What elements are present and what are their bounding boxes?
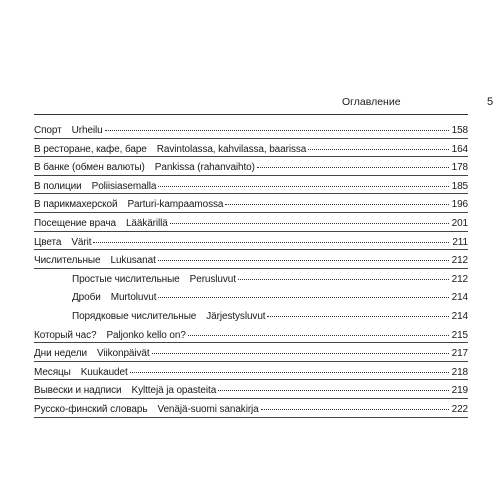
entry-page-number: 201	[451, 217, 468, 229]
entry-page-number: 218	[451, 366, 468, 378]
entry-page-number: 214	[451, 310, 468, 322]
toc-entry-line	[34, 330, 468, 341]
dot-leader	[257, 167, 449, 168]
entry-title-finnish: Urheilu	[71, 125, 103, 136]
entry-title-finnish: Värit	[71, 236, 92, 248]
page-number: 5	[487, 96, 494, 108]
entry-page-number: 217	[451, 348, 468, 360]
entry-title-russian: Месяцы	[34, 366, 71, 378]
entry-title-finnish: Paljonko kello on?	[106, 329, 186, 341]
entry-title-russian: В полиции	[34, 180, 82, 192]
entry-page-number: 219	[451, 385, 468, 397]
dot-leader	[158, 186, 448, 187]
entry-page-number: 222	[451, 403, 468, 415]
entry-title-russian: Посещение врача	[34, 217, 116, 229]
toc-subentry[interactable]	[34, 287, 468, 306]
table-of-contents	[34, 120, 468, 418]
toc-entry-line	[34, 199, 468, 210]
toc-entry-line	[34, 348, 468, 359]
dot-leader	[152, 353, 449, 354]
dot-leader	[188, 335, 449, 336]
entry-title-finnish: Poliisiasemalla	[91, 180, 157, 192]
entry-title-russian: Простые числительные	[72, 273, 180, 285]
dot-leader	[261, 409, 449, 410]
toc-entry[interactable]	[34, 399, 468, 418]
entry-page-number: 164	[451, 143, 468, 155]
entry-page-number: 158	[451, 125, 468, 136]
toc-entry-line	[34, 404, 468, 415]
entry-title-finnish: Parturi-kampaamossa	[127, 199, 224, 211]
entry-title-russian: Дроби	[72, 292, 101, 304]
toc-entry[interactable]	[34, 250, 468, 269]
dot-leader	[218, 390, 448, 391]
entry-title-russian: В ресторане, кафе, баре	[34, 143, 147, 155]
toc-entry[interactable]	[34, 194, 468, 213]
section-title: Оглавление	[342, 96, 401, 108]
entry-title-finnish: Viikonpäivät	[97, 348, 150, 360]
toc-entry[interactable]	[34, 325, 468, 344]
toc-entry-line	[72, 311, 468, 322]
toc-subentry[interactable]	[34, 306, 468, 325]
entry-title-finnish: Perusluvut	[189, 273, 236, 285]
entry-page-number: 212	[451, 255, 468, 267]
toc-entry-line	[34, 385, 468, 396]
toc-entry[interactable]	[34, 157, 468, 176]
entry-title-finnish: Murtoluvut	[110, 292, 157, 304]
entry-title-russian: Который час?	[34, 329, 97, 341]
entry-page-number: 211	[452, 236, 468, 248]
entry-page-number: 185	[451, 180, 468, 192]
toc-entry[interactable]	[34, 120, 468, 139]
entry-title-finnish: Venäjä-suomi sanakirja	[157, 403, 259, 415]
toc-entry[interactable]	[34, 176, 468, 195]
header-rule	[34, 114, 468, 115]
entry-title-russian: Порядковые числительные	[72, 310, 197, 322]
toc-entry-line	[34, 367, 468, 378]
entry-page-number: 212	[451, 273, 468, 285]
dot-leader	[170, 223, 449, 224]
toc-entry[interactable]	[34, 362, 468, 381]
page-header	[0, 96, 500, 112]
dot-leader	[238, 279, 449, 280]
entry-title-finnish: Kuukaudet	[80, 366, 128, 378]
entry-page-number: 178	[451, 162, 468, 174]
toc-entry-line	[34, 181, 468, 192]
entry-title-russian: Русско-финский словарь	[34, 403, 148, 415]
entry-title-russian: В парикмахерской	[34, 199, 118, 211]
entry-title-russian: Дни недели	[34, 348, 88, 360]
toc-entry[interactable]	[34, 232, 468, 251]
toc-subentry[interactable]	[34, 269, 468, 288]
toc-entry[interactable]	[34, 380, 468, 399]
toc-entry[interactable]	[34, 139, 468, 158]
entry-title-russian: Числительные	[34, 255, 101, 267]
dot-leader	[308, 149, 448, 150]
dot-leader	[267, 316, 448, 317]
entry-title-finnish: Ravintolassa, kahvilassa, baarissa	[156, 143, 307, 155]
toc-entry-line	[72, 274, 468, 285]
entry-page-number: 215	[451, 329, 468, 341]
dot-leader	[130, 372, 449, 373]
entry-title-finnish: Pankissa (rahanvaihto)	[154, 162, 255, 174]
toc-entry-line	[34, 144, 468, 155]
toc-entry-line	[34, 162, 468, 173]
entry-title-russian: В банке (обмен валюты)	[34, 162, 145, 174]
toc-entry[interactable]	[34, 213, 468, 232]
dot-leader	[93, 242, 449, 243]
dot-leader	[158, 260, 449, 261]
toc-entry-line	[34, 255, 468, 266]
entry-title-russian: Спорт	[34, 125, 62, 136]
entry-page-number: 214	[451, 292, 468, 304]
entry-title-finnish: Lääkärillä	[125, 217, 168, 229]
entry-title-russian: Цвета	[34, 236, 62, 248]
entry-title-finnish: Kylttejä ja opasteita	[131, 385, 217, 397]
toc-entry[interactable]	[34, 343, 468, 362]
dot-leader	[105, 130, 449, 131]
toc-entry-line	[34, 125, 468, 136]
entry-title-russian: Вывески и надписи	[34, 385, 122, 397]
entry-page-number: 196	[451, 199, 468, 211]
dot-leader	[158, 297, 448, 298]
dot-leader	[225, 204, 448, 205]
toc-entry-line	[34, 237, 468, 248]
toc-entry-line	[72, 292, 468, 303]
entry-title-finnish: Järjestysluvut	[206, 310, 266, 322]
toc-entry-line	[34, 218, 468, 229]
entry-title-finnish: Lukusanat	[110, 255, 156, 267]
